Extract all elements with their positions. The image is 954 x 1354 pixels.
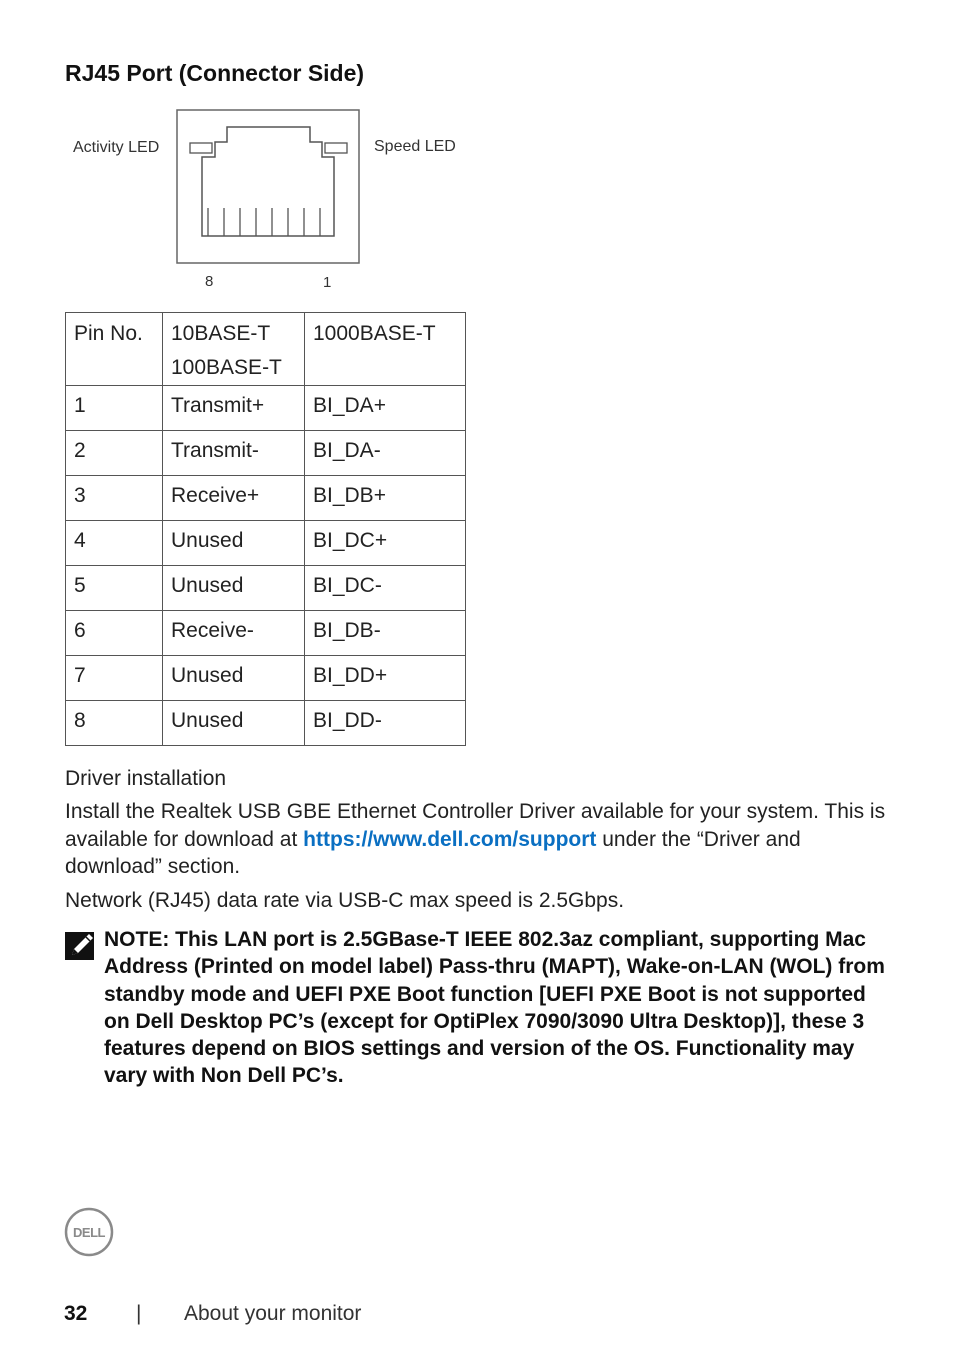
page-number: 32 [64, 1302, 88, 1325]
pin-cell: 6 [66, 611, 163, 656]
driver-paragraph [65, 798, 895, 881]
table-row [66, 431, 466, 476]
header-10-100base [163, 313, 305, 386]
rj45-port-diagram [60, 100, 480, 300]
base100-cell: Transmit- [163, 431, 305, 476]
base1000-cell: BI_DC+ [305, 521, 466, 566]
driver-heading: Driver installation [65, 767, 227, 790]
pin-cell: 4 [66, 521, 163, 566]
port-frame [177, 110, 359, 263]
note-text: NOTE: This LAN port is 2.5GBase-T IEEE 802.3az compliant, supporting Mac Address (Printed on model label) Pass-thru (MAPT), Wake-on-LAN (WOL) from standby mode and UEFI PXE Boot function [UEFI PXE Boot is not supported on Dell Desktop PC’s (except for OptiPlex 7090/3090 Ultra Desktop)], these 3 features depend on BIOS settings and version of the OS. Functionality may vary with Non Dell PC’s. [104, 928, 885, 1088]
base100-cell: Unused [163, 701, 305, 746]
pin-cell: 2 [66, 431, 163, 476]
table-header-row [66, 313, 466, 386]
base100-cell: Unused [163, 656, 305, 701]
data-rate-text: Network (RJ45) data rate via USB-C max speed is 2.5Gbps. [65, 889, 625, 912]
base1000-cell: BI_DA- [305, 431, 466, 476]
pin-cell: 7 [66, 656, 163, 701]
port-socket-outline [202, 127, 334, 236]
activity-led-label: Activity LED [73, 139, 160, 156]
table-row [66, 386, 466, 431]
activity-led [190, 143, 212, 153]
table-row [66, 611, 466, 656]
base1000-cell: BI_DB- [305, 611, 466, 656]
pin-contacts [208, 208, 320, 236]
base100-cell: Unused [163, 521, 305, 566]
speed-led [325, 143, 347, 153]
base100-cell: Unused [163, 566, 305, 611]
support-link[interactable]: https://www.dell.com/support [303, 827, 597, 851]
base100-cell: Receive- [163, 611, 305, 656]
base100-cell: Transmit+ [163, 386, 305, 431]
footer-section-title: About your monitor [184, 1302, 362, 1325]
base100-cell: Receive+ [163, 476, 305, 521]
table-row [66, 521, 466, 566]
table-row [66, 701, 466, 746]
header-1000base: 1000BASE-T [305, 313, 466, 386]
base1000-cell: BI_DB+ [305, 476, 466, 521]
pin-cell: 5 [66, 566, 163, 611]
header-100base: 100BASE-T [171, 356, 282, 379]
table-row [66, 566, 466, 611]
pin-1-label: 1 [323, 274, 332, 291]
speed-led-label: Speed LED [374, 138, 456, 155]
table-row [66, 656, 466, 701]
dell-logo [64, 1207, 116, 1259]
pin-cell: 1 [66, 386, 163, 431]
pin-cell: 8 [66, 701, 163, 746]
base1000-cell: BI_DA+ [305, 386, 466, 431]
base1000-cell: BI_DD+ [305, 656, 466, 701]
pin-8-label: 8 [205, 273, 214, 290]
base1000-cell: BI_DD- [305, 701, 466, 746]
pin-cell: 3 [66, 476, 163, 521]
driver-text-after: under the “Driver and download” section. [65, 827, 801, 878]
pencil-note-icon [64, 928, 98, 962]
pin-table [65, 312, 466, 746]
table-row [66, 476, 466, 521]
base1000-cell: BI_DC- [305, 566, 466, 611]
section-title: RJ45 Port (Connector Side) [65, 60, 365, 86]
header-10base: 10BASE-T [171, 322, 271, 345]
driver-text-before: Install the Realtek USB GBE Ethernet Controller Driver available for your system. This is available for download at [65, 800, 886, 851]
header-pin: Pin No. [66, 313, 163, 386]
logo-text: DELL [73, 1225, 105, 1240]
footer-separator: | [136, 1302, 142, 1325]
